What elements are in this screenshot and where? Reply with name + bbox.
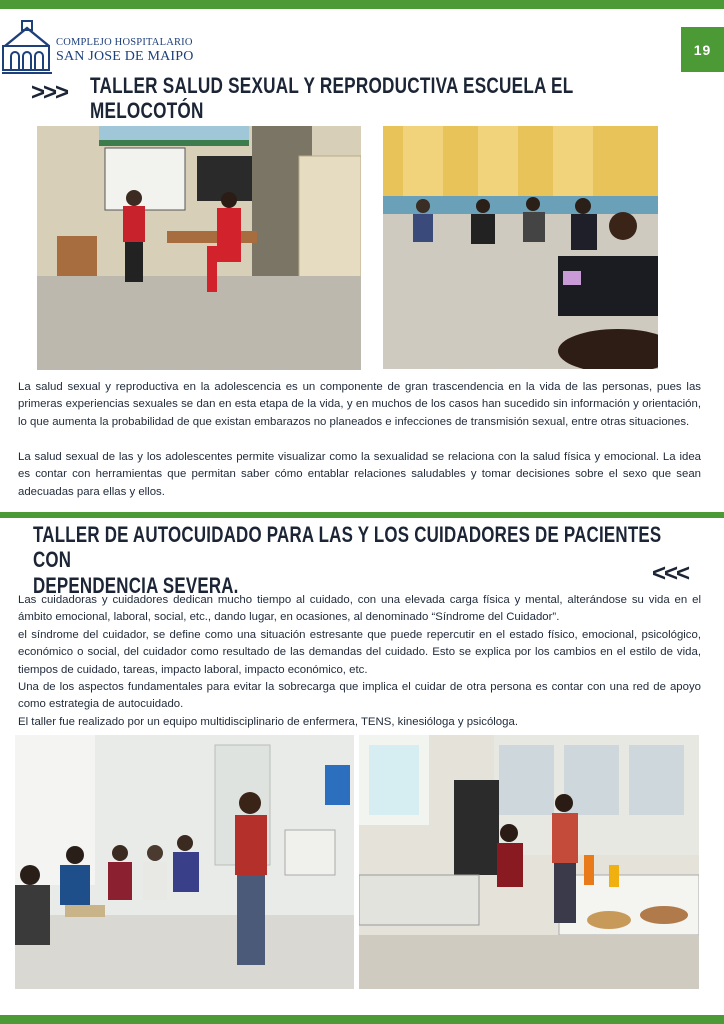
- chevron-right-icon: >>>: [31, 79, 68, 106]
- chevron-left-icon: <<<: [652, 560, 689, 587]
- section1-paragraph-2: La salud sexual de las y los adolescentes permite visualizar como la sexualidad se relaciona con la salud física y emocional. La idea es contar con herramientas que permitan saber cómo entablar relaciones saludables y tomar decisiones sobre el sexo que sean adecuadas para ellas y ellos.: [18, 451, 701, 498]
- section2-paragraph-1: Las cuidadoras y cuidadores dedican mucho tiempo al cuidado, con una elevada carga física y mental, alterándose su vida en el ámbito emocional, laboral, social, etc., dando lugar, en ocasiones, al denominado “Síndrome del Cuidador”.: [18, 594, 701, 624]
- hospital-logo: [2, 18, 202, 76]
- section1-title: TALLER SALUD SEXUAL Y REPRODUCTIVA ESCUELA EL MELOCOTÓN: [90, 73, 574, 124]
- bottom-green-bar: [0, 1015, 724, 1024]
- section1-paragraph-1: La salud sexual y reproductiva en la adolescencia es un componente de gran trascendencia en la vida de las personas, pues las primeras experiencias sexuales se dan en esta etapa de la vida, y en muchos de los casos han sucedido sin información y orientación, lo que aumenta la probabilidad de que existan embarazos no planeados e infecciones de transmisión sexual, entre otras situaciones.: [18, 381, 701, 428]
- section-divider: [0, 512, 724, 518]
- photo-students-circle: [383, 126, 658, 369]
- logo-line-1: COMPLEJO HOSPITALARIO: [56, 37, 193, 48]
- logo-line-2: SAN JOSE DE MAIPO: [56, 49, 194, 64]
- photo-caregivers-seated: [15, 735, 354, 989]
- section2-title: [33, 522, 663, 598]
- page-number-badge: 19: [681, 27, 724, 72]
- photo-presenters-classroom: [37, 126, 361, 370]
- section2-paragraph-3: Una de los aspectos fundamentales para evitar la sobrecarga que implica el cuidar de otra persona es contar con una red de apoyo como estrategia de autocuidado.: [18, 681, 701, 711]
- section2-paragraph-4: El taller fue realizado por un equipo multidisciplinario de enfermera, TENS, kinesióloga y psicóloga.: [18, 716, 518, 728]
- section2-paragraph-2: el síndrome del cuidador, se define como una situación estresante que puede repercutir en el estado físico, emocional, psicológico, económico o social, del cuidador como resultado de las demandas del cuidado. Esto se explica por los cambios en el estilo de vida, tiempos de cuidado, tareas, impacto laboral, impacto económico, etc.: [18, 629, 701, 676]
- building-arch-icon: [2, 18, 56, 74]
- section2-title-line-1: TALLER DE AUTOCUIDADO PARA LAS Y LOS CUIDADORES DE PACIENTES CON: [33, 522, 662, 573]
- top-green-bar: [0, 0, 724, 9]
- section2-title-line-2: DEPENDENCIA SEVERA.: [33, 572, 239, 598]
- photo-presentation-room: [359, 735, 699, 989]
